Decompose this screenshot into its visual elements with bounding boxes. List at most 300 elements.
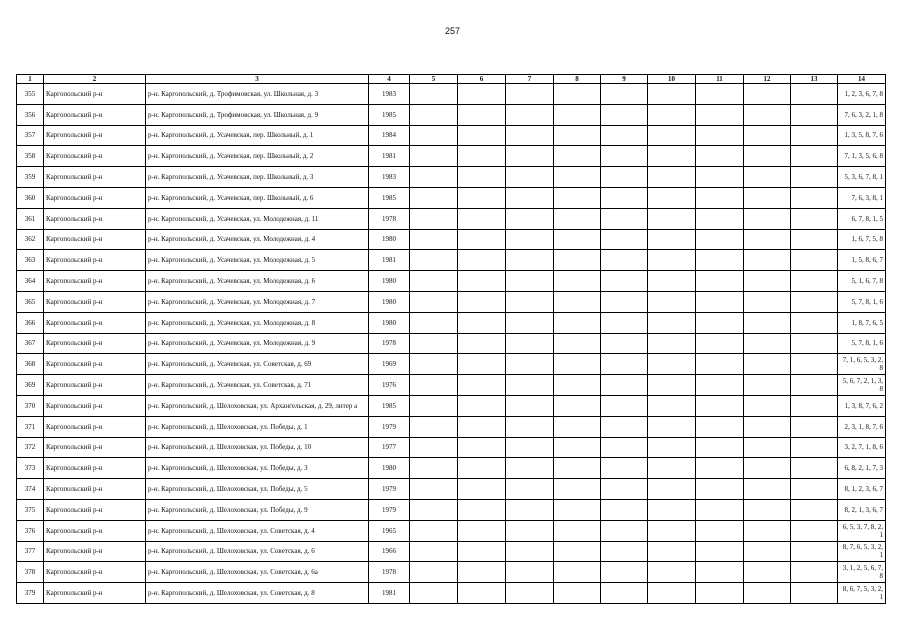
address-cell: р-н. Каргопольский, д. Усачевская, ул. Молодежная, д. 9 xyxy=(146,333,369,354)
empty-cell-col-9 xyxy=(601,229,648,250)
district-cell: Каргопольский р-н xyxy=(44,167,146,188)
empty-cell-col-10 xyxy=(648,125,696,146)
row-number-cell: 377 xyxy=(17,541,44,562)
empty-cell-col-9 xyxy=(601,437,648,458)
empty-cell-col-5 xyxy=(410,354,458,375)
column-header-12: 12 xyxy=(744,75,791,84)
year-cell: 1985 xyxy=(369,187,410,208)
empty-cell-col-8 xyxy=(554,520,601,541)
empty-cell-col-13 xyxy=(791,354,838,375)
empty-cell-col-13 xyxy=(791,84,838,105)
empty-cell-col-10 xyxy=(648,458,696,479)
district-cell: Каргопольский р-н xyxy=(44,395,146,416)
empty-cell-col-11 xyxy=(696,583,744,604)
table-row xyxy=(17,291,886,312)
empty-cell-col-10 xyxy=(648,229,696,250)
empty-cell-col-13 xyxy=(791,271,838,292)
empty-cell-col-8 xyxy=(554,208,601,229)
empty-cell-col-11 xyxy=(696,541,744,562)
empty-cell-col-12 xyxy=(744,125,791,146)
empty-cell-col-12 xyxy=(744,583,791,604)
table-row xyxy=(17,312,886,333)
codes-cell: 5, 7, 8, 1, 6 xyxy=(838,333,886,354)
empty-cell-col-8 xyxy=(554,354,601,375)
row-number-cell: 368 xyxy=(17,354,44,375)
empty-cell-col-7 xyxy=(506,291,554,312)
empty-cell-col-7 xyxy=(506,458,554,479)
empty-cell-col-7 xyxy=(506,562,554,583)
empty-cell-col-12 xyxy=(744,562,791,583)
empty-cell-col-5 xyxy=(410,375,458,396)
district-cell: Каргопольский р-н xyxy=(44,479,146,500)
empty-cell-col-12 xyxy=(744,375,791,396)
empty-cell-col-9 xyxy=(601,583,648,604)
address-cell: р-н. Каргопольский, д. Трофимовская, ул. Школьная, д. 3 xyxy=(146,84,369,105)
empty-cell-col-12 xyxy=(744,291,791,312)
empty-cell-col-9 xyxy=(601,479,648,500)
empty-cell-col-12 xyxy=(744,520,791,541)
column-header-4: 4 xyxy=(369,75,410,84)
empty-cell-col-12 xyxy=(744,167,791,188)
empty-cell-col-8 xyxy=(554,250,601,271)
header-row xyxy=(17,75,886,84)
empty-cell-col-10 xyxy=(648,146,696,167)
empty-cell-col-5 xyxy=(410,541,458,562)
codes-cell: 7, 6, 3, 2, 1, 8 xyxy=(838,104,886,125)
codes-cell: 1, 3, 8, 7, 6, 2 xyxy=(838,395,886,416)
empty-cell-col-10 xyxy=(648,375,696,396)
address-cell: р-н. Каргопольский, д. Усачевская, пер. Школьный, д. 3 xyxy=(146,167,369,188)
empty-cell-col-11 xyxy=(696,187,744,208)
empty-cell-col-9 xyxy=(601,416,648,437)
empty-cell-col-5 xyxy=(410,312,458,333)
row-number-cell: 369 xyxy=(17,375,44,396)
district-cell: Каргопольский р-н xyxy=(44,562,146,583)
empty-cell-col-5 xyxy=(410,520,458,541)
empty-cell-col-11 xyxy=(696,250,744,271)
column-header-6: 6 xyxy=(458,75,506,84)
table-row xyxy=(17,458,886,479)
empty-cell-col-10 xyxy=(648,250,696,271)
table-row xyxy=(17,416,886,437)
address-cell: р-н. Каргопольский, д. Шелоховская, ул. Советская, д. 6а xyxy=(146,562,369,583)
empty-cell-col-6 xyxy=(458,84,506,105)
empty-cell-col-9 xyxy=(601,458,648,479)
district-cell: Каргопольский р-н xyxy=(44,583,146,604)
year-cell: 1979 xyxy=(369,499,410,520)
empty-cell-col-13 xyxy=(791,312,838,333)
empty-cell-col-11 xyxy=(696,520,744,541)
column-header-5: 5 xyxy=(410,75,458,84)
empty-cell-col-9 xyxy=(601,354,648,375)
row-number-cell: 365 xyxy=(17,291,44,312)
empty-cell-col-11 xyxy=(696,416,744,437)
empty-cell-col-12 xyxy=(744,458,791,479)
empty-cell-col-8 xyxy=(554,333,601,354)
year-cell: 1983 xyxy=(369,167,410,188)
empty-cell-col-8 xyxy=(554,146,601,167)
table-row xyxy=(17,395,886,416)
row-number-cell: 359 xyxy=(17,167,44,188)
row-number-cell: 364 xyxy=(17,271,44,292)
empty-cell-col-7 xyxy=(506,312,554,333)
empty-cell-col-8 xyxy=(554,187,601,208)
empty-cell-col-11 xyxy=(696,125,744,146)
empty-cell-col-6 xyxy=(458,291,506,312)
address-cell: р-н. Каргопольский, д. Усачевская, ул. Молодежная, д. 7 xyxy=(146,291,369,312)
codes-cell: 1, 2, 3, 6, 7, 8 xyxy=(838,84,886,105)
district-cell: Каргопольский р-н xyxy=(44,333,146,354)
empty-cell-col-8 xyxy=(554,167,601,188)
empty-cell-col-13 xyxy=(791,479,838,500)
empty-cell-col-9 xyxy=(601,562,648,583)
empty-cell-col-13 xyxy=(791,562,838,583)
year-cell: 1965 xyxy=(369,520,410,541)
empty-cell-col-10 xyxy=(648,312,696,333)
table-row xyxy=(17,499,886,520)
empty-cell-col-8 xyxy=(554,291,601,312)
codes-cell: 2, 3, 1, 8, 7, 6 xyxy=(838,416,886,437)
empty-cell-col-7 xyxy=(506,84,554,105)
empty-cell-col-13 xyxy=(791,250,838,271)
address-cell: р-н. Каргопольский, д. Усачевская, пер. Школьный, д. 2 xyxy=(146,146,369,167)
row-number-cell: 371 xyxy=(17,416,44,437)
empty-cell-col-7 xyxy=(506,250,554,271)
empty-cell-col-12 xyxy=(744,416,791,437)
empty-cell-col-7 xyxy=(506,271,554,292)
district-cell: Каргопольский р-н xyxy=(44,271,146,292)
column-header-9: 9 xyxy=(601,75,648,84)
empty-cell-col-10 xyxy=(648,416,696,437)
empty-cell-col-5 xyxy=(410,187,458,208)
table-row xyxy=(17,125,886,146)
column-header-7: 7 xyxy=(506,75,554,84)
row-number-cell: 376 xyxy=(17,520,44,541)
empty-cell-col-9 xyxy=(601,208,648,229)
empty-cell-col-5 xyxy=(410,146,458,167)
empty-cell-col-11 xyxy=(696,375,744,396)
empty-cell-col-8 xyxy=(554,229,601,250)
empty-cell-col-8 xyxy=(554,375,601,396)
table-row xyxy=(17,583,886,604)
table-row xyxy=(17,84,886,105)
empty-cell-col-12 xyxy=(744,312,791,333)
empty-cell-col-11 xyxy=(696,395,744,416)
empty-cell-col-10 xyxy=(648,583,696,604)
empty-cell-col-9 xyxy=(601,250,648,271)
empty-cell-col-10 xyxy=(648,520,696,541)
empty-cell-col-10 xyxy=(648,354,696,375)
codes-cell: 1, 5, 8, 6, 7 xyxy=(838,250,886,271)
empty-cell-col-8 xyxy=(554,271,601,292)
district-cell: Каргопольский р-н xyxy=(44,541,146,562)
row-number-cell: 374 xyxy=(17,479,44,500)
codes-cell: 7, 6, 3, 8, 1 xyxy=(838,187,886,208)
empty-cell-col-12 xyxy=(744,229,791,250)
empty-cell-col-13 xyxy=(791,104,838,125)
empty-cell-col-7 xyxy=(506,167,554,188)
empty-cell-col-6 xyxy=(458,312,506,333)
table-row xyxy=(17,479,886,500)
empty-cell-col-7 xyxy=(506,229,554,250)
empty-cell-col-8 xyxy=(554,479,601,500)
address-cell: р-н. Каргопольский, д. Усачевская, пер. Школьный, д. 1 xyxy=(146,125,369,146)
empty-cell-col-10 xyxy=(648,84,696,105)
row-number-cell: 373 xyxy=(17,458,44,479)
empty-cell-col-12 xyxy=(744,208,791,229)
empty-cell-col-5 xyxy=(410,437,458,458)
empty-cell-col-12 xyxy=(744,271,791,292)
empty-cell-col-6 xyxy=(458,458,506,479)
empty-cell-col-9 xyxy=(601,84,648,105)
codes-cell: 1, 6, 7, 5, 8 xyxy=(838,229,886,250)
empty-cell-col-9 xyxy=(601,187,648,208)
empty-cell-col-6 xyxy=(458,437,506,458)
codes-cell: 6, 7, 8, 1, 5 xyxy=(838,208,886,229)
empty-cell-col-13 xyxy=(791,333,838,354)
empty-cell-col-7 xyxy=(506,208,554,229)
year-cell: 1983 xyxy=(369,84,410,105)
district-cell: Каргопольский р-н xyxy=(44,84,146,105)
district-cell: Каргопольский р-н xyxy=(44,416,146,437)
empty-cell-col-13 xyxy=(791,291,838,312)
empty-cell-col-11 xyxy=(696,458,744,479)
empty-cell-col-7 xyxy=(506,583,554,604)
table-row xyxy=(17,541,886,562)
year-cell: 1985 xyxy=(369,395,410,416)
row-number-cell: 378 xyxy=(17,562,44,583)
codes-cell: 5, 6, 7, 2, 1, 3, 8 xyxy=(838,375,886,396)
empty-cell-col-11 xyxy=(696,208,744,229)
empty-cell-col-8 xyxy=(554,312,601,333)
address-cell: р-н. Каргопольский, д. Усачевская, ул. Молодежная, д. 11 xyxy=(146,208,369,229)
year-cell: 1979 xyxy=(369,416,410,437)
empty-cell-col-9 xyxy=(601,520,648,541)
empty-cell-col-6 xyxy=(458,271,506,292)
empty-cell-col-8 xyxy=(554,104,601,125)
codes-cell: 8, 7, 6, 5, 3, 2, 1 xyxy=(838,541,886,562)
address-cell: р-н. Каргопольский, д. Шелоховская, ул. Победы, д. 1 xyxy=(146,416,369,437)
column-header-1: 1 xyxy=(17,75,44,84)
empty-cell-col-5 xyxy=(410,583,458,604)
address-cell: р-н. Каргопольский, д. Шелоховская, ул. Советская, д. 4 xyxy=(146,520,369,541)
year-cell: 1979 xyxy=(369,479,410,500)
empty-cell-col-6 xyxy=(458,375,506,396)
empty-cell-col-12 xyxy=(744,104,791,125)
empty-cell-col-6 xyxy=(458,208,506,229)
district-cell: Каргопольский р-н xyxy=(44,312,146,333)
empty-cell-col-7 xyxy=(506,354,554,375)
empty-cell-col-9 xyxy=(601,375,648,396)
row-number-cell: 361 xyxy=(17,208,44,229)
housing-registry-table xyxy=(16,74,886,604)
codes-cell: 5, 7, 8, 1, 6 xyxy=(838,291,886,312)
empty-cell-col-10 xyxy=(648,437,696,458)
empty-cell-col-11 xyxy=(696,271,744,292)
empty-cell-col-8 xyxy=(554,416,601,437)
empty-cell-col-6 xyxy=(458,541,506,562)
empty-cell-col-12 xyxy=(744,395,791,416)
district-cell: Каргопольский р-н xyxy=(44,291,146,312)
empty-cell-col-9 xyxy=(601,146,648,167)
empty-cell-col-12 xyxy=(744,84,791,105)
empty-cell-col-10 xyxy=(648,395,696,416)
empty-cell-col-8 xyxy=(554,395,601,416)
row-number-cell: 379 xyxy=(17,583,44,604)
row-number-cell: 358 xyxy=(17,146,44,167)
empty-cell-col-12 xyxy=(744,187,791,208)
empty-cell-col-7 xyxy=(506,333,554,354)
empty-cell-col-10 xyxy=(648,208,696,229)
empty-cell-col-10 xyxy=(648,271,696,292)
row-number-cell: 367 xyxy=(17,333,44,354)
year-cell: 1978 xyxy=(369,562,410,583)
empty-cell-col-9 xyxy=(601,395,648,416)
codes-cell: 8, 1, 2, 3, 6, 7 xyxy=(838,479,886,500)
empty-cell-col-7 xyxy=(506,104,554,125)
empty-cell-col-8 xyxy=(554,562,601,583)
empty-cell-col-11 xyxy=(696,479,744,500)
empty-cell-col-10 xyxy=(648,104,696,125)
table-row xyxy=(17,167,886,188)
codes-cell: 8, 6, 7, 5, 3, 2, 1 xyxy=(838,583,886,604)
year-cell: 1980 xyxy=(369,312,410,333)
column-header-13: 13 xyxy=(791,75,838,84)
empty-cell-col-6 xyxy=(458,125,506,146)
year-cell: 1980 xyxy=(369,229,410,250)
address-cell: р-н. Каргопольский, д. Трофимовская, ул. Школьная, д. 9 xyxy=(146,104,369,125)
address-cell: р-н. Каргопольский, д. Усачевская, ул. Советская, д. 69 xyxy=(146,354,369,375)
empty-cell-col-11 xyxy=(696,562,744,583)
empty-cell-col-13 xyxy=(791,167,838,188)
empty-cell-col-12 xyxy=(744,479,791,500)
empty-cell-col-6 xyxy=(458,354,506,375)
empty-cell-col-7 xyxy=(506,146,554,167)
year-cell: 1981 xyxy=(369,146,410,167)
table-row xyxy=(17,250,886,271)
empty-cell-col-12 xyxy=(744,333,791,354)
row-number-cell: 366 xyxy=(17,312,44,333)
page-number: 257 xyxy=(444,26,461,36)
row-number-cell: 356 xyxy=(17,104,44,125)
empty-cell-col-12 xyxy=(744,437,791,458)
empty-cell-col-7 xyxy=(506,437,554,458)
codes-cell: 7, 1, 6, 5, 3, 2, 8 xyxy=(838,354,886,375)
empty-cell-col-10 xyxy=(648,333,696,354)
empty-cell-col-5 xyxy=(410,250,458,271)
empty-cell-col-11 xyxy=(696,104,744,125)
empty-cell-col-13 xyxy=(791,208,838,229)
district-cell: Каргопольский р-н xyxy=(44,458,146,479)
district-cell: Каргопольский р-н xyxy=(44,375,146,396)
year-cell: 1980 xyxy=(369,271,410,292)
codes-cell: 3, 2, 7, 1, 8, 6 xyxy=(838,437,886,458)
table-row xyxy=(17,104,886,125)
year-cell: 1985 xyxy=(369,104,410,125)
empty-cell-col-8 xyxy=(554,125,601,146)
table-row xyxy=(17,271,886,292)
empty-cell-col-13 xyxy=(791,437,838,458)
empty-cell-col-7 xyxy=(506,479,554,500)
empty-cell-col-6 xyxy=(458,562,506,583)
empty-cell-col-5 xyxy=(410,208,458,229)
district-cell: Каргопольский р-н xyxy=(44,125,146,146)
row-number-cell: 357 xyxy=(17,125,44,146)
empty-cell-col-10 xyxy=(648,187,696,208)
empty-cell-col-7 xyxy=(506,395,554,416)
row-number-cell: 375 xyxy=(17,499,44,520)
empty-cell-col-6 xyxy=(458,229,506,250)
table-row xyxy=(17,375,886,396)
empty-cell-col-5 xyxy=(410,416,458,437)
empty-cell-col-6 xyxy=(458,583,506,604)
empty-cell-col-6 xyxy=(458,167,506,188)
empty-cell-col-13 xyxy=(791,416,838,437)
codes-cell: 7, 1, 3, 5, 6, 8 xyxy=(838,146,886,167)
district-cell: Каргопольский р-н xyxy=(44,146,146,167)
address-cell: р-н. Каргопольский, д. Шелоховская, ул. Победы, д. 9 xyxy=(146,499,369,520)
empty-cell-col-11 xyxy=(696,437,744,458)
empty-cell-col-5 xyxy=(410,84,458,105)
district-cell: Каргопольский р-н xyxy=(44,354,146,375)
empty-cell-col-5 xyxy=(410,479,458,500)
empty-cell-col-6 xyxy=(458,479,506,500)
empty-cell-col-12 xyxy=(744,250,791,271)
table-row xyxy=(17,146,886,167)
empty-cell-col-11 xyxy=(696,291,744,312)
table-row xyxy=(17,520,886,541)
row-number-cell: 370 xyxy=(17,395,44,416)
empty-cell-col-11 xyxy=(696,84,744,105)
empty-cell-col-7 xyxy=(506,125,554,146)
year-cell: 1977 xyxy=(369,437,410,458)
empty-cell-col-7 xyxy=(506,416,554,437)
address-cell: р-н. Каргопольский, д. Усачевская, ул. Молодежная, д. 6 xyxy=(146,271,369,292)
row-number-cell: 355 xyxy=(17,84,44,105)
address-cell: р-н. Каргопольский, д. Усачевская, ул. Советская, д. 71 xyxy=(146,375,369,396)
district-cell: Каргопольский р-н xyxy=(44,187,146,208)
year-cell: 1978 xyxy=(369,333,410,354)
empty-cell-col-6 xyxy=(458,187,506,208)
empty-cell-col-11 xyxy=(696,312,744,333)
empty-cell-col-9 xyxy=(601,291,648,312)
row-number-cell: 362 xyxy=(17,229,44,250)
codes-cell: 1, 3, 5, 8, 7, 6 xyxy=(838,125,886,146)
empty-cell-col-13 xyxy=(791,229,838,250)
empty-cell-col-13 xyxy=(791,125,838,146)
empty-cell-col-9 xyxy=(601,333,648,354)
district-cell: Каргопольский р-н xyxy=(44,520,146,541)
empty-cell-col-9 xyxy=(601,104,648,125)
year-cell: 1978 xyxy=(369,208,410,229)
empty-cell-col-5 xyxy=(410,333,458,354)
table-header xyxy=(17,75,886,84)
empty-cell-col-10 xyxy=(648,479,696,500)
year-cell: 1980 xyxy=(369,458,410,479)
table-row xyxy=(17,229,886,250)
empty-cell-col-6 xyxy=(458,416,506,437)
codes-cell: 5, 1, 6, 7, 8 xyxy=(838,271,886,292)
empty-cell-col-5 xyxy=(410,458,458,479)
empty-cell-col-5 xyxy=(410,104,458,125)
empty-cell-col-9 xyxy=(601,167,648,188)
address-cell: р-н. Каргопольский, д. Шелоховская, ул. Победы, д. 10 xyxy=(146,437,369,458)
empty-cell-col-9 xyxy=(601,312,648,333)
year-cell: 1969 xyxy=(369,354,410,375)
year-cell: 1966 xyxy=(369,541,410,562)
empty-cell-col-9 xyxy=(601,125,648,146)
empty-cell-col-9 xyxy=(601,499,648,520)
